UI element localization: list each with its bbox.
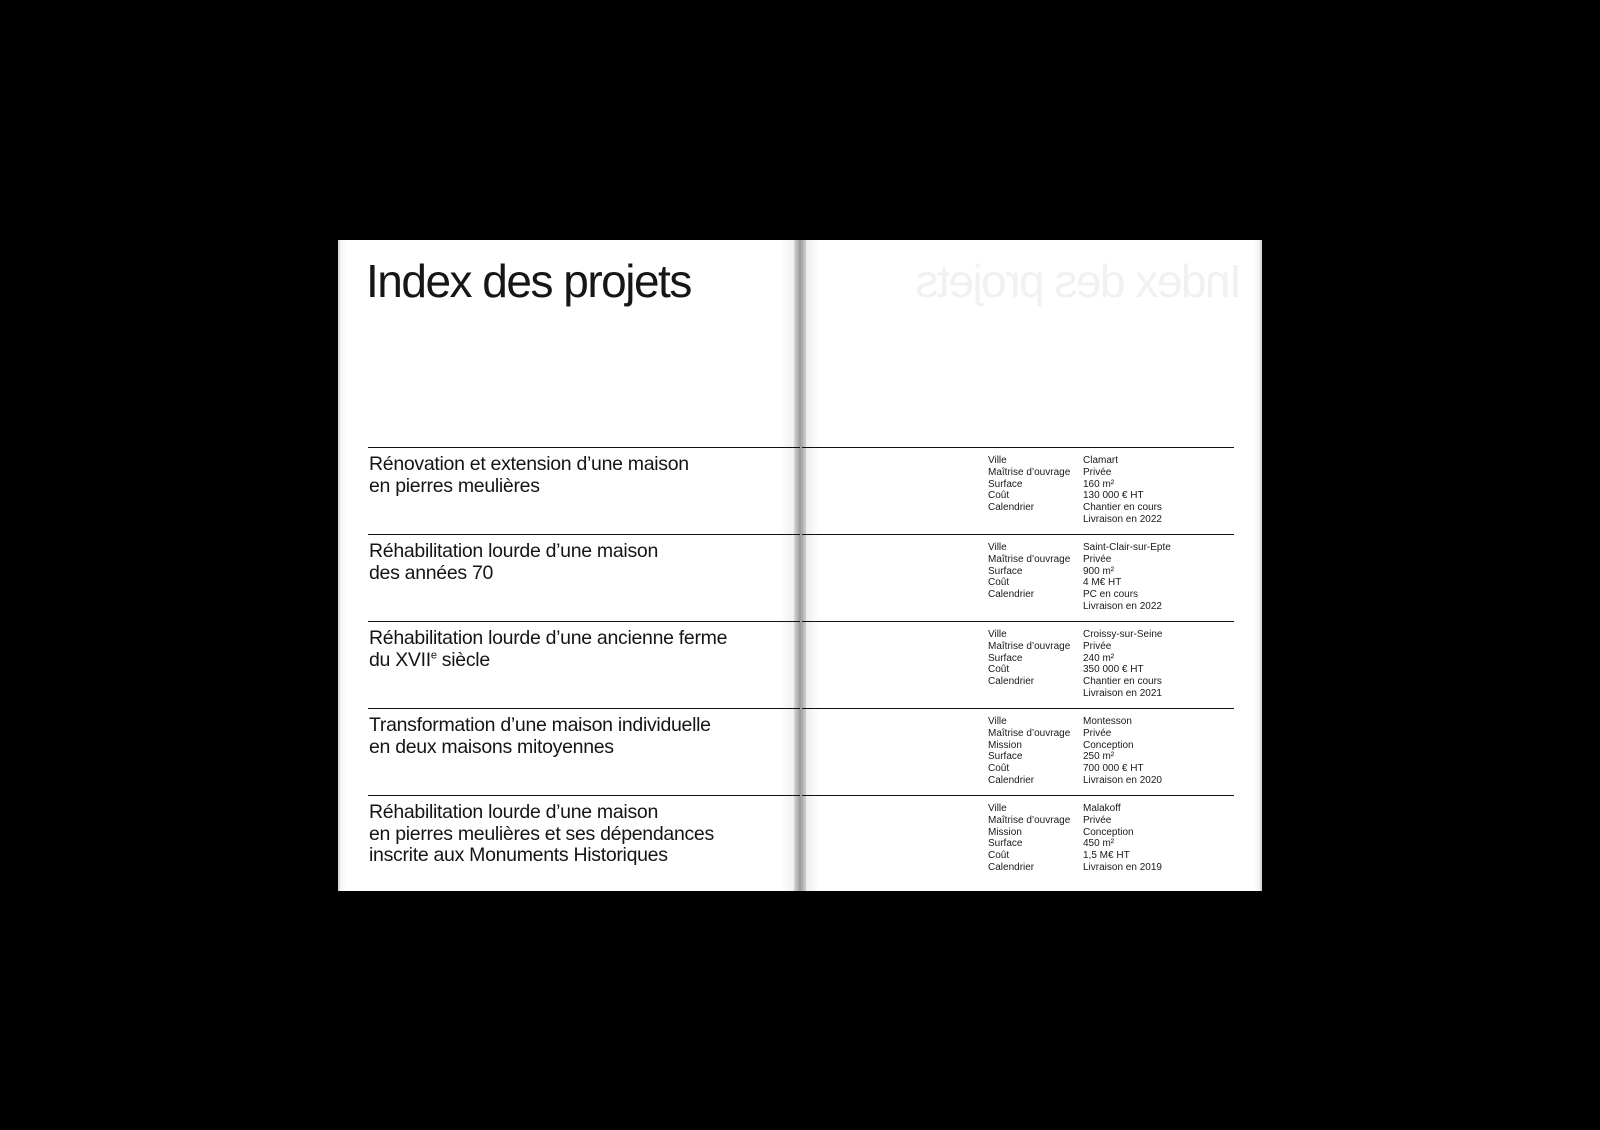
spec-row (988, 589, 1171, 601)
project-title (369, 802, 714, 867)
spec-value: 4 M€ HT (1083, 577, 1122, 589)
row-divider-left (368, 708, 800, 709)
spec-row (988, 514, 1162, 526)
century-roman-numeral: du XVII (369, 648, 431, 671)
spec-value: Malakoff (1083, 803, 1121, 814)
project-title-line: inscrite aux Monuments Historiques (369, 844, 668, 866)
spec-row (988, 850, 1162, 862)
spec-value: Livraison en 2019 (1083, 861, 1162, 873)
spec-row (988, 740, 1162, 752)
spec-row (988, 728, 1162, 740)
spec-row (988, 577, 1171, 589)
spec-value: Privée (1083, 814, 1112, 826)
spec-value: Conception (1083, 826, 1134, 838)
row-divider-right (802, 621, 1234, 622)
spec-label: Mission (988, 826, 1022, 838)
spec-row (988, 601, 1171, 613)
spec-label: Mission (988, 739, 1022, 751)
spec-row (988, 751, 1162, 763)
spec-label (988, 688, 1083, 700)
spec-label: Maîtrise d’ouvrage (988, 814, 1071, 826)
project-title-line: en pierres meulières et ses dépendances (369, 822, 714, 845)
spec-label: Calendrier (988, 589, 1035, 601)
spec-row (988, 688, 1162, 700)
spec-label: Calendrier (988, 774, 1035, 786)
spec-row (988, 803, 1162, 815)
project-specs (988, 803, 1162, 874)
spec-row (988, 775, 1162, 787)
spec-row (988, 716, 1162, 728)
project-title-line (369, 650, 727, 672)
project-row (340, 447, 1260, 534)
spec-label: Coût (988, 664, 1010, 676)
spec-row (988, 467, 1162, 479)
spec-value: Chantier en cours (1083, 676, 1162, 688)
spec-value: Privée (1083, 466, 1112, 478)
spec-value: 160 m² (1083, 478, 1115, 490)
spec-label: Maîtrise d’ouvrage (988, 727, 1071, 739)
spec-label: Calendrier (988, 676, 1035, 688)
project-row (340, 795, 1260, 882)
spec-value: 250 m² (1083, 751, 1115, 763)
spec-value: Privée (1083, 553, 1112, 565)
spec-label (988, 514, 1083, 526)
project-specs (988, 455, 1162, 526)
spec-row (988, 838, 1162, 850)
spec-value: 450 m² (1083, 838, 1115, 850)
spec-value: Chantier en cours (1083, 502, 1162, 514)
spec-value: Croissy-sur-Seine (1083, 629, 1163, 640)
spec-row (988, 653, 1162, 665)
show-through-title: Index des projets (917, 255, 1242, 307)
spec-row (988, 566, 1171, 578)
spec-value: 700 000 € HT (1083, 763, 1144, 775)
project-title-line: des années 70 (369, 561, 494, 584)
spec-value: Clamart (1083, 455, 1119, 466)
spec-value: Livraison en 2020 (1083, 774, 1162, 786)
spec-value: Livraison en 2022 (1083, 600, 1162, 612)
spec-value: 900 m² (1083, 565, 1115, 577)
spec-label: Ville (988, 716, 1007, 727)
spec-label: Maîtrise d’ouvrage (988, 640, 1071, 652)
open-book-spread (340, 240, 1260, 891)
spec-row (988, 815, 1162, 827)
project-specs (988, 542, 1171, 613)
spec-row (988, 862, 1162, 874)
spec-row (988, 542, 1171, 554)
spec-label: Coût (988, 577, 1010, 589)
spec-row (988, 479, 1162, 491)
project-row (340, 534, 1260, 621)
spec-value: PC en cours (1083, 589, 1139, 601)
spec-row (988, 455, 1162, 467)
spec-value: Montesson (1083, 716, 1132, 727)
spec-label: Coût (988, 763, 1010, 775)
row-divider-right (802, 534, 1234, 535)
row-divider-left (368, 621, 800, 622)
century-word: siècle (436, 648, 490, 671)
project-row (340, 621, 1260, 708)
spec-value: Livraison en 2022 (1083, 513, 1162, 525)
project-specs (988, 716, 1162, 787)
spec-label: Surface (988, 478, 1023, 490)
row-divider-left (368, 795, 800, 796)
spec-label: Calendrier (988, 502, 1035, 514)
spec-label: Ville (988, 803, 1007, 814)
spec-label: Ville (988, 542, 1007, 553)
spec-label: Calendrier (988, 861, 1035, 873)
spec-value: 350 000 € HT (1083, 664, 1144, 676)
spec-value: Privée (1083, 727, 1112, 739)
project-title-line: Transformation d’une maison individuelle (369, 714, 711, 736)
spec-row (988, 664, 1162, 676)
project-index-list (340, 447, 1260, 882)
spec-value: 1,5 M€ HT (1083, 850, 1130, 862)
project-title (369, 628, 727, 671)
spec-row (988, 641, 1162, 653)
spec-value: Saint-Clair-sur-Epte (1083, 542, 1171, 553)
spec-value: 130 000 € HT (1083, 490, 1144, 502)
spec-row (988, 554, 1171, 566)
spec-value: Privée (1083, 640, 1112, 652)
spec-row (988, 629, 1162, 641)
spec-label (988, 601, 1083, 613)
spec-label: Ville (988, 629, 1007, 640)
row-divider-left (368, 447, 800, 448)
project-title-line: en pierres meulières (369, 474, 540, 497)
spec-label: Coût (988, 490, 1010, 502)
project-specs (988, 629, 1162, 700)
spec-label: Surface (988, 565, 1023, 577)
spec-value: Livraison en 2021 (1083, 687, 1162, 699)
page-title: Index des projets (366, 255, 691, 307)
project-title (369, 541, 658, 584)
spec-row (988, 763, 1162, 775)
ordinal-superscript: e (430, 649, 437, 661)
row-divider-right (802, 795, 1234, 796)
project-title (369, 715, 711, 758)
row-divider-right (802, 708, 1234, 709)
spec-label: Ville (988, 455, 1007, 466)
project-title-line: Réhabilitation lourde d’une maison (369, 540, 658, 562)
spec-value: 240 m² (1083, 652, 1115, 664)
row-divider-left (368, 534, 800, 535)
spec-label: Coût (988, 850, 1010, 862)
spec-label: Surface (988, 751, 1023, 763)
project-row (340, 708, 1260, 795)
spec-value: Conception (1083, 739, 1134, 751)
spec-label: Maîtrise d’ouvrage (988, 553, 1071, 565)
spec-row (988, 827, 1162, 839)
project-title (369, 454, 689, 497)
spec-row (988, 676, 1162, 688)
project-title-line: en deux maisons mitoyennes (369, 735, 614, 758)
spec-label: Surface (988, 838, 1023, 850)
project-title-line: Réhabilitation lourde d’une maison (369, 801, 658, 823)
spec-row (988, 502, 1162, 514)
project-title-line: Rénovation et extension d’une maison (369, 453, 689, 475)
project-title-line: Réhabilitation lourde d’une ancienne ferme (369, 627, 728, 649)
row-divider-right (802, 447, 1234, 448)
spec-label: Maîtrise d’ouvrage (988, 466, 1071, 478)
spec-row (988, 490, 1162, 502)
spec-label: Surface (988, 652, 1023, 664)
